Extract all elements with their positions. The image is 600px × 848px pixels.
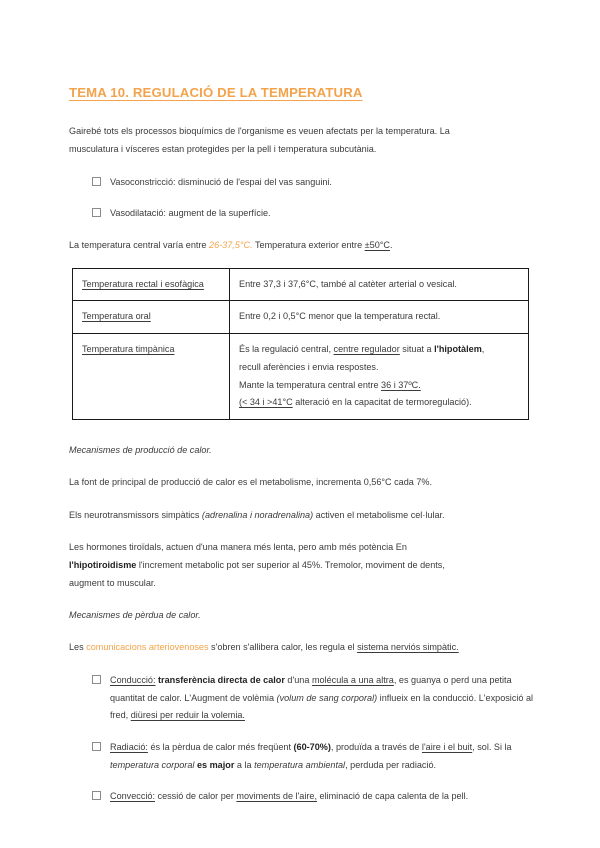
intro-line-1: Gairebé tots els processos bioquímics de l'organisme es veuen afectats per la temperatura. La xyxy=(69,126,450,137)
neuro-italic: (adrenalina i noradrenalina) xyxy=(201,509,314,520)
convection-text xyxy=(110,788,468,806)
conduction-term: Conducció: xyxy=(110,674,156,685)
vaso-checkbox-list xyxy=(69,174,534,223)
table-row-label: Temperatura oral xyxy=(82,311,151,322)
tympanic-bold: l'hipotàlem xyxy=(434,344,482,355)
radiation-f: , perduda per radiació. xyxy=(345,759,437,770)
table-cell-line-1 xyxy=(239,341,519,359)
radiation-underlined-1: l'aire i el buit xyxy=(421,741,473,752)
list-item-label: Vasoconstricció: disminució de l'espai del vas sanguini. xyxy=(110,176,332,187)
central-temp-middle: Temperatura exterior entre xyxy=(252,240,365,251)
loss-heading: Mecanismes de pèrdua de calor. xyxy=(69,610,201,621)
table-cell-line-2: recull aferències i envia respostes. xyxy=(239,361,379,372)
tympanic-alteration-text: alteració en la capacitat de termoregulació). xyxy=(292,397,472,408)
table-cell-text: Entre 0,2 i 0,5°C menor que la temperatura rectal. xyxy=(239,311,441,322)
conduction-bold: transferència directa de calor xyxy=(158,674,285,685)
neuro-text-a: Els neurotransmissors simpàtics xyxy=(69,509,202,520)
central-temp-underlined: ±50°C xyxy=(364,240,390,251)
table-cell-line-4 xyxy=(239,394,519,412)
radiation-b: , produïda a través de xyxy=(330,741,422,752)
table-cell-name xyxy=(73,334,230,420)
tympanic-alteration-underlined: (< 34 i >41°C xyxy=(239,397,293,408)
hormones-line-3: augment to muscular. xyxy=(69,577,156,588)
tympanic-range-underlined: 36 i 37ºC. xyxy=(381,379,421,390)
central-temperature-paragraph xyxy=(69,237,534,255)
checkbox-icon[interactable] xyxy=(92,177,101,186)
neuro-text-c: activen el metabolisme cel·lular. xyxy=(313,509,445,520)
list-item-label: Vasodilatació: augment de la superfície. xyxy=(110,208,271,219)
table-cell-value xyxy=(230,268,529,301)
radiation-italic-1: temperatura corporal xyxy=(110,759,195,770)
conduction-c: , es guanya o perd una petita quantitat de calor. L'Augment de volèmia xyxy=(110,674,512,703)
conduction-italic: (volum de sang corporal) xyxy=(276,692,378,703)
checkbox-icon[interactable] xyxy=(92,675,101,684)
hormones-line-2: l'increment metabolic pot ser superior al 45%. Tremolor, moviment de dents, xyxy=(136,559,445,570)
table-row-label: Temperatura timpànica xyxy=(82,344,175,355)
conduction-underlined-2: diüresi per reduir la volemia. xyxy=(130,710,245,721)
loss-intro-a: Les xyxy=(69,642,87,653)
table-cell-value xyxy=(230,301,529,334)
production-paragraph-1: La font de principal de producció de calor es el metabolisme, incrementa 0,56°C cada 7%. xyxy=(69,476,433,487)
conduction-underlined-1: molécula a una altra xyxy=(311,674,394,685)
list-item[interactable] xyxy=(69,739,534,774)
radiation-italic-2: temperatura ambiental xyxy=(254,759,346,770)
tympanic-text-a: És la regulació central, xyxy=(239,344,334,355)
conduction-text xyxy=(110,672,534,725)
table-cell-name xyxy=(73,268,230,301)
tympanic-text-c: situat a xyxy=(399,344,435,355)
radiation-term: Radiació: xyxy=(110,741,148,752)
loss-intro-paragraph xyxy=(69,639,534,657)
table-cell-name xyxy=(73,301,230,334)
convection-b: eliminació de capa calenta de la pell. xyxy=(316,791,469,802)
checkbox-icon[interactable] xyxy=(92,742,101,751)
radiation-bold-2: es major xyxy=(196,759,235,770)
convection-a: cessió de calor per xyxy=(155,791,237,802)
list-item[interactable] xyxy=(69,205,534,223)
checkbox-icon[interactable] xyxy=(92,208,101,217)
convection-term: Convecció: xyxy=(110,791,155,802)
hormones-line-1: Les hormones tiroïdals, actuen d'una manera més lenta, pero amb més potència En xyxy=(69,542,407,553)
table-cell-line-3 xyxy=(239,377,519,395)
tympanic-text-e: , xyxy=(481,344,485,355)
page-title: TEMA 10. REGULACIÓ DE LA TEMPERATURA xyxy=(69,85,363,100)
tympanic-range-text: Mante la temperatura central entre xyxy=(239,379,382,390)
hormones-bold: l'hipotiroidisme xyxy=(69,559,137,570)
conduction-d: influeix en la conducció. L'exposició al fred, xyxy=(110,692,534,721)
list-item[interactable] xyxy=(69,672,534,725)
list-item[interactable] xyxy=(69,174,534,192)
list-item[interactable] xyxy=(69,788,534,806)
production-paragraph-3 xyxy=(69,539,534,592)
table-row-label: Temperatura rectal i esofàgica xyxy=(82,278,204,289)
loss-intro-b: s'obren s'allibera calor, les regula el xyxy=(208,642,358,653)
production-heading: Mecanismes de producció de calor. xyxy=(69,445,212,456)
table-row xyxy=(73,334,529,420)
radiation-c: , sol. Si la xyxy=(472,741,512,752)
temperature-table xyxy=(72,268,529,420)
intro-line-2: musculatura i vísceres estan protegides per la pell i temperatura subcutània. xyxy=(69,143,377,154)
table-cell-value xyxy=(230,334,529,420)
central-temp-highlight: 26-37,5°C. xyxy=(209,240,253,251)
production-paragraph-2 xyxy=(69,507,534,525)
radiation-bold: (60-70%) xyxy=(293,741,331,752)
loss-mechanism-list xyxy=(69,672,534,806)
loss-intro-highlight: comunicacions arteriovenoses xyxy=(86,642,209,653)
radiation-a: és la pèrdua de calor més freqüent xyxy=(147,741,294,752)
checkbox-icon[interactable] xyxy=(92,791,101,800)
convection-underlined-1: moviments de l'aire, xyxy=(236,791,317,802)
central-temp-before: La temperatura central varía entre xyxy=(69,240,210,251)
table-row xyxy=(73,268,529,301)
conduction-b: d'una xyxy=(284,674,312,685)
radiation-e: a la xyxy=(234,759,255,770)
radiation-text xyxy=(110,739,534,774)
central-temp-after: . xyxy=(389,240,393,251)
loss-intro-underlined: sistema nerviós simpàtic. xyxy=(357,642,459,653)
table-row xyxy=(73,301,529,334)
intro-paragraph xyxy=(69,123,534,158)
tympanic-underlined: centre regulador xyxy=(333,344,400,355)
table-cell-text: Entre 37,3 i 37,6°C, també al catèter arterial o vesical. xyxy=(239,278,457,289)
